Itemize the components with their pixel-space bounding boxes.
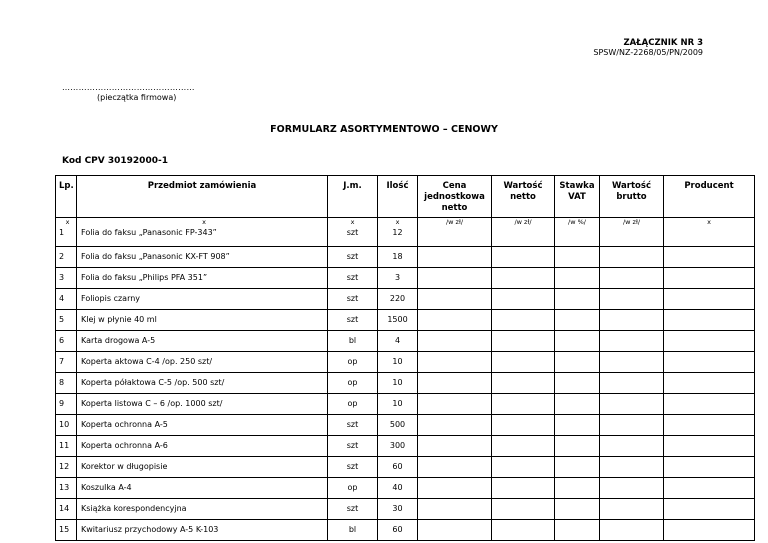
cell-vat-rate bbox=[555, 218, 600, 247]
cell-net-value bbox=[492, 520, 555, 541]
item-name: Koszulka A-4 bbox=[81, 483, 132, 492]
cell-unit bbox=[328, 394, 378, 415]
cell-net-value bbox=[492, 352, 555, 373]
qty-value: 4 bbox=[394, 336, 401, 345]
cell-item bbox=[77, 520, 328, 541]
header-producer: Producent bbox=[664, 176, 755, 218]
cell-qty bbox=[378, 520, 418, 541]
cell-producer bbox=[664, 499, 755, 520]
cell-lp bbox=[56, 520, 77, 541]
row-number: 7 bbox=[59, 357, 65, 366]
cell-qty bbox=[378, 352, 418, 373]
table-row bbox=[56, 247, 755, 268]
subheader-gross-value: /w zł/ bbox=[622, 218, 641, 226]
cell-gross-value bbox=[600, 268, 664, 289]
unit-value: szt bbox=[346, 315, 359, 324]
cell-gross-value bbox=[600, 310, 664, 331]
cell-item bbox=[77, 268, 328, 289]
row-number: 5 bbox=[59, 315, 65, 324]
cell-unit-price bbox=[418, 394, 492, 415]
cell-producer bbox=[664, 218, 755, 247]
header-unit: J.m. bbox=[328, 176, 378, 218]
cell-net-value bbox=[492, 310, 555, 331]
cell-lp bbox=[56, 415, 77, 436]
table-header-row bbox=[56, 176, 755, 218]
annex-label: ZAŁĄCZNIK NR 3 bbox=[623, 38, 703, 48]
header-gross-value: Wartość brutto bbox=[600, 176, 664, 218]
cell-producer bbox=[664, 478, 755, 499]
cell-vat-rate bbox=[555, 247, 600, 268]
stamp-line: ………………………………………… bbox=[62, 83, 195, 92]
cell-net-value bbox=[492, 218, 555, 247]
cell-producer bbox=[664, 310, 755, 331]
item-name: Korektor w długopisie bbox=[81, 462, 168, 471]
subheader-unit: x bbox=[350, 218, 355, 226]
item-name: Koperta aktowa C-4 /op. 250 szt/ bbox=[81, 357, 213, 366]
cell-net-value bbox=[492, 436, 555, 457]
unit-value: bl bbox=[348, 525, 357, 534]
cell-unit-price bbox=[418, 352, 492, 373]
cell-gross-value bbox=[600, 415, 664, 436]
cell-producer bbox=[664, 247, 755, 268]
cell-unit bbox=[328, 218, 378, 247]
cell-gross-value bbox=[600, 478, 664, 499]
item-name: Folia do faksu „Panasonic KX-FT 908” bbox=[81, 252, 230, 261]
cell-qty bbox=[378, 415, 418, 436]
cell-vat-rate bbox=[555, 331, 600, 352]
cell-vat-rate bbox=[555, 436, 600, 457]
cell-unit bbox=[328, 310, 378, 331]
cell-item bbox=[77, 478, 328, 499]
cell-producer bbox=[664, 373, 755, 394]
cell-net-value bbox=[492, 373, 555, 394]
cell-net-value bbox=[492, 247, 555, 268]
item-name: Karta drogowa A-5 bbox=[81, 336, 156, 345]
document-title: FORMULARZ ASORTYMENTOWO – CENOWY bbox=[270, 124, 498, 135]
cell-unit-price bbox=[418, 218, 492, 247]
qty-value: 60 bbox=[392, 462, 403, 471]
cell-producer bbox=[664, 520, 755, 541]
cell-qty bbox=[378, 310, 418, 331]
cell-lp bbox=[56, 499, 77, 520]
cell-item bbox=[77, 373, 328, 394]
table-row bbox=[56, 499, 755, 520]
cell-gross-value bbox=[600, 373, 664, 394]
unit-value: op bbox=[347, 357, 358, 366]
subheader-producer: x bbox=[707, 218, 711, 226]
cell-unit-price bbox=[418, 436, 492, 457]
table-row bbox=[56, 436, 755, 457]
cell-qty bbox=[378, 457, 418, 478]
table-row bbox=[56, 373, 755, 394]
table-row bbox=[56, 520, 755, 541]
cell-vat-rate bbox=[555, 478, 600, 499]
cell-qty bbox=[378, 268, 418, 289]
subheader-item: x bbox=[202, 218, 206, 226]
cell-item bbox=[77, 436, 328, 457]
cell-vat-rate bbox=[555, 457, 600, 478]
cell-unit bbox=[328, 268, 378, 289]
cell-unit bbox=[328, 331, 378, 352]
row-number: 12 bbox=[59, 462, 70, 471]
cell-producer bbox=[664, 436, 755, 457]
cell-unit bbox=[328, 415, 378, 436]
item-name: Koperta ochronna A-5 bbox=[81, 420, 168, 429]
item-name: Koperta półaktowa C-5 /op. 500 szt/ bbox=[81, 378, 225, 387]
cell-vat-rate bbox=[555, 310, 600, 331]
unit-value: szt bbox=[346, 441, 359, 450]
cell-lp bbox=[56, 373, 77, 394]
qty-value: 10 bbox=[392, 378, 403, 387]
qty-value: 18 bbox=[392, 252, 403, 261]
cell-unit bbox=[328, 478, 378, 499]
cell-producer bbox=[664, 394, 755, 415]
cell-qty bbox=[378, 373, 418, 394]
table-row bbox=[56, 310, 755, 331]
row-number: 13 bbox=[59, 483, 70, 492]
unit-value: szt bbox=[346, 420, 359, 429]
cell-vat-rate bbox=[555, 289, 600, 310]
cell-net-value bbox=[492, 499, 555, 520]
cell-producer bbox=[664, 415, 755, 436]
subheader-unit-price: /w zł/ bbox=[445, 218, 464, 226]
header-lp: Lp. bbox=[56, 176, 77, 218]
cell-qty bbox=[378, 289, 418, 310]
cell-vat-rate bbox=[555, 352, 600, 373]
row-number: 14 bbox=[59, 504, 70, 513]
cell-producer bbox=[664, 352, 755, 373]
item-name: Klej w płynie 40 ml bbox=[81, 315, 157, 324]
cell-item bbox=[77, 394, 328, 415]
row-number: 4 bbox=[59, 294, 65, 303]
cell-unit bbox=[328, 457, 378, 478]
header-net-value: Wartość netto bbox=[492, 176, 555, 218]
reference-number: SPSW/NZ-2268/05/PN/2009 bbox=[593, 48, 703, 57]
table-row bbox=[56, 415, 755, 436]
cell-vat-rate bbox=[555, 415, 600, 436]
cell-lp bbox=[56, 268, 77, 289]
cell-unit-price bbox=[418, 478, 492, 499]
qty-value: 500 bbox=[389, 420, 406, 429]
cell-lp bbox=[56, 331, 77, 352]
cell-qty bbox=[378, 478, 418, 499]
cell-qty bbox=[378, 394, 418, 415]
table-row bbox=[56, 394, 755, 415]
cell-lp bbox=[56, 289, 77, 310]
cell-net-value bbox=[492, 478, 555, 499]
cell-net-value bbox=[492, 331, 555, 352]
cell-qty bbox=[378, 436, 418, 457]
subheader-vat-rate: /w %/ bbox=[568, 218, 586, 226]
unit-value: szt bbox=[346, 228, 359, 237]
cell-gross-value bbox=[600, 352, 664, 373]
row-number: 9 bbox=[59, 399, 65, 408]
row-number: 10 bbox=[59, 420, 70, 429]
cell-lp bbox=[56, 218, 77, 247]
cell-gross-value bbox=[600, 520, 664, 541]
cell-lp bbox=[56, 247, 77, 268]
cell-item bbox=[77, 218, 328, 247]
unit-value: szt bbox=[346, 273, 359, 282]
unit-value: szt bbox=[346, 504, 359, 513]
cell-net-value bbox=[492, 394, 555, 415]
cell-net-value bbox=[492, 289, 555, 310]
item-name: Koperta listowa C – 6 /op. 1000 szt/ bbox=[81, 399, 223, 408]
subheader-net-value: /w zł/ bbox=[514, 218, 532, 226]
cell-unit bbox=[328, 373, 378, 394]
header-qty: Ilość bbox=[378, 176, 418, 218]
row-number: 3 bbox=[59, 273, 65, 282]
cell-unit bbox=[328, 289, 378, 310]
table-row bbox=[56, 218, 755, 247]
row-number: 2 bbox=[59, 252, 65, 261]
cell-lp bbox=[56, 478, 77, 499]
cell-net-value bbox=[492, 415, 555, 436]
header-item: Przedmiot zamówienia bbox=[77, 176, 328, 218]
cell-unit bbox=[328, 499, 378, 520]
item-name: Folia do faksu „Panasonic FP-343” bbox=[81, 228, 217, 237]
cell-gross-value bbox=[600, 394, 664, 415]
qty-value: 10 bbox=[392, 357, 403, 366]
cell-item bbox=[77, 499, 328, 520]
qty-value: 1500 bbox=[387, 315, 408, 324]
item-name: Foliopis czarny bbox=[81, 294, 141, 303]
cell-unit bbox=[328, 352, 378, 373]
cell-net-value bbox=[492, 268, 555, 289]
cell-unit bbox=[328, 247, 378, 268]
cell-qty bbox=[378, 218, 418, 247]
cell-item bbox=[77, 247, 328, 268]
cell-unit bbox=[328, 436, 378, 457]
cell-vat-rate bbox=[555, 373, 600, 394]
unit-value: op bbox=[347, 483, 358, 492]
cell-gross-value bbox=[600, 331, 664, 352]
cell-gross-value bbox=[600, 218, 664, 247]
table-row bbox=[56, 331, 755, 352]
header-unit-price: Cena jednostkowa netto bbox=[418, 176, 492, 218]
cell-lp bbox=[56, 352, 77, 373]
cell-net-value bbox=[492, 457, 555, 478]
qty-value: 10 bbox=[392, 399, 403, 408]
subheader-qty: x bbox=[395, 218, 400, 226]
cell-unit bbox=[328, 520, 378, 541]
cell-gross-value bbox=[600, 247, 664, 268]
unit-value: szt bbox=[346, 294, 359, 303]
row-number: 8 bbox=[59, 378, 65, 387]
cell-gross-value bbox=[600, 499, 664, 520]
qty-value: 12 bbox=[392, 228, 403, 237]
row-number: 6 bbox=[59, 336, 65, 345]
price-form-table bbox=[55, 175, 755, 541]
qty-value: 220 bbox=[389, 294, 406, 303]
cell-item bbox=[77, 457, 328, 478]
header-vat-rate: Stawka VAT bbox=[555, 176, 600, 218]
cpv-code: Kod CPV 30192000-1 bbox=[62, 156, 168, 166]
cell-gross-value bbox=[600, 436, 664, 457]
unit-value: op bbox=[347, 378, 358, 387]
cell-vat-rate bbox=[555, 268, 600, 289]
cell-unit-price bbox=[418, 331, 492, 352]
cell-unit-price bbox=[418, 457, 492, 478]
stamp-label: (pieczątka firmowa) bbox=[97, 93, 177, 102]
cell-lp bbox=[56, 457, 77, 478]
cell-producer bbox=[664, 289, 755, 310]
cell-unit-price bbox=[418, 268, 492, 289]
table-row bbox=[56, 289, 755, 310]
item-name: Folia do faksu „Philips PFA 351” bbox=[81, 273, 208, 282]
cell-producer bbox=[664, 457, 755, 478]
cell-item bbox=[77, 289, 328, 310]
cell-gross-value bbox=[600, 289, 664, 310]
cell-item bbox=[77, 331, 328, 352]
cell-unit-price bbox=[418, 247, 492, 268]
cell-item bbox=[77, 310, 328, 331]
row-number: 15 bbox=[59, 525, 70, 534]
qty-value: 40 bbox=[392, 483, 403, 492]
table-row bbox=[56, 457, 755, 478]
cell-producer bbox=[664, 331, 755, 352]
cell-unit-price bbox=[418, 520, 492, 541]
cell-qty bbox=[378, 247, 418, 268]
cell-item bbox=[77, 415, 328, 436]
row-number: 11 bbox=[59, 441, 70, 450]
cell-unit-price bbox=[418, 310, 492, 331]
cell-vat-rate bbox=[555, 499, 600, 520]
unit-value: op bbox=[347, 399, 358, 408]
cell-qty bbox=[378, 499, 418, 520]
qty-value: 60 bbox=[392, 525, 403, 534]
subheader-lp: x bbox=[65, 218, 70, 226]
cell-gross-value bbox=[600, 457, 664, 478]
unit-value: szt bbox=[346, 462, 359, 471]
unit-value: bl bbox=[348, 336, 357, 345]
item-name: Książka korespondencyjna bbox=[81, 504, 187, 513]
cell-unit-price bbox=[418, 415, 492, 436]
table-row bbox=[56, 478, 755, 499]
cell-unit-price bbox=[418, 289, 492, 310]
item-name: Koperta ochronna A-6 bbox=[81, 441, 168, 450]
cell-item bbox=[77, 352, 328, 373]
qty-value: 300 bbox=[389, 441, 406, 450]
cell-lp bbox=[56, 436, 77, 457]
cell-lp bbox=[56, 310, 77, 331]
cell-unit-price bbox=[418, 499, 492, 520]
cell-qty bbox=[378, 331, 418, 352]
cell-vat-rate bbox=[555, 394, 600, 415]
qty-value: 30 bbox=[392, 504, 403, 513]
table-row bbox=[56, 268, 755, 289]
cell-vat-rate bbox=[555, 520, 600, 541]
table-row bbox=[56, 352, 755, 373]
unit-value: szt bbox=[346, 252, 359, 261]
row-number: 1 bbox=[59, 228, 65, 237]
cell-lp bbox=[56, 394, 77, 415]
cell-unit-price bbox=[418, 373, 492, 394]
qty-value: 3 bbox=[394, 273, 401, 282]
cell-producer bbox=[664, 268, 755, 289]
item-name: Kwitariusz przychodowy A-5 K-103 bbox=[81, 525, 219, 534]
